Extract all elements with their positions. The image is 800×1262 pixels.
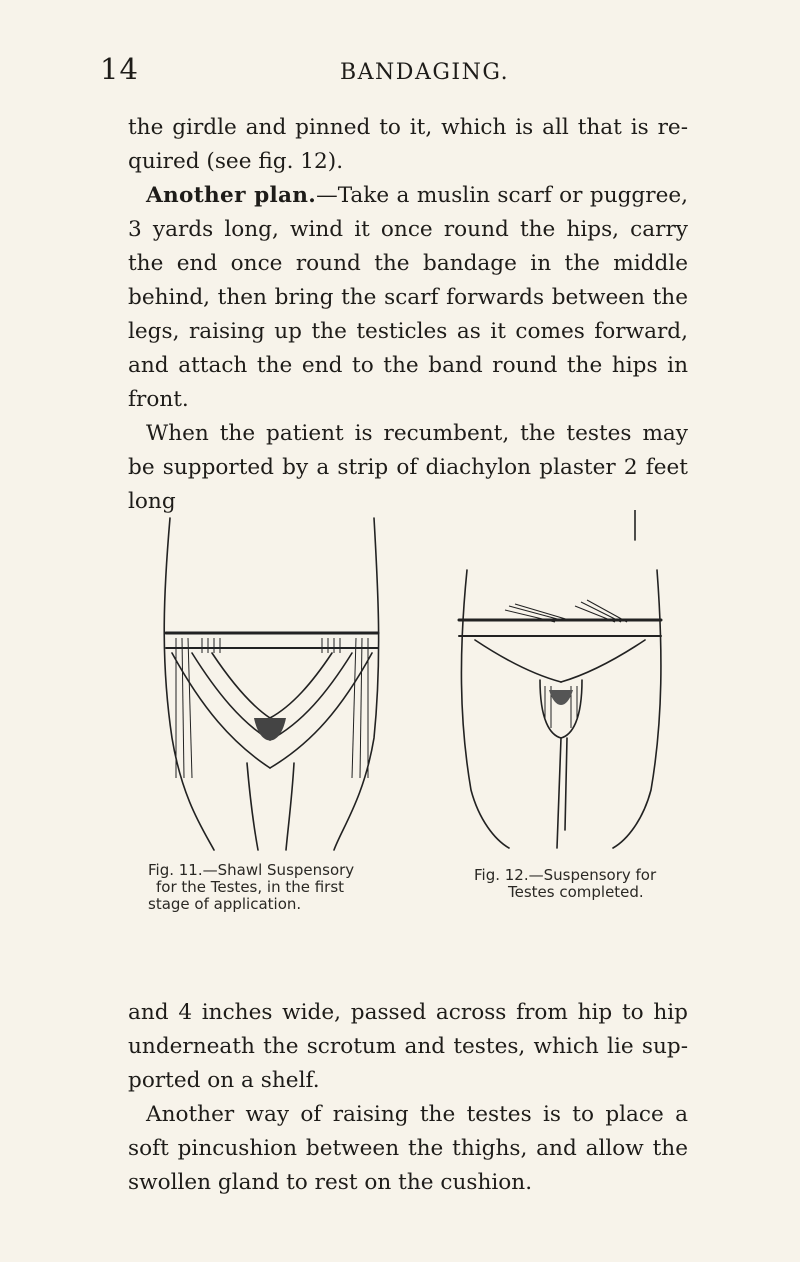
caption-line: Testes completed. bbox=[508, 883, 644, 901]
paragraph: Another way of raising the testes is to place a soft pincushion between the thighs, and allow the swollen gland to rest on the cushion. bbox=[128, 1102, 688, 1195]
paragraph: and 4 inches wide, passed across from hip to hip underneath the scrotum and testes, which lie sup-ported on a shelf. bbox=[128, 1000, 688, 1093]
run-in-heading: Another plan. bbox=[146, 183, 317, 208]
paragraph bbox=[128, 179, 688, 417]
figure-12-caption bbox=[474, 867, 704, 901]
caption-line: for the Testes, in the first bbox=[156, 878, 345, 896]
paragraph: When the patient is recumbent, the testes may be supported by a strip of diachylon plaster 2 feet long bbox=[128, 421, 688, 514]
running-head: BANDAGING. bbox=[340, 60, 510, 85]
caption-line: Fig. 11.—Shawl Suspensory bbox=[148, 861, 355, 879]
caption-line: Fig. 12.—Suspensory for bbox=[474, 866, 657, 884]
figure-12-illustration bbox=[445, 510, 675, 850]
figure-11-caption bbox=[148, 862, 426, 913]
text-block-bottom bbox=[128, 996, 688, 1200]
text-block-top bbox=[128, 111, 688, 519]
page-number: 14 bbox=[100, 52, 139, 86]
paragraph: the girdle and pinned to it, which is all that is re-quired (see fig. 12). bbox=[128, 115, 688, 174]
paragraph-text: —Take a muslin scarf or puggree, 3 yards long, wind it once round the hips, carry the end once round the bandage in the middle behind, then bring the scarf forwards between the legs, raising up the testicles as it comes forward, and attach the end to the band round the hips in front. bbox=[128, 183, 688, 412]
caption-line: stage of application. bbox=[148, 895, 302, 913]
figure-11-illustration bbox=[142, 478, 270, 858]
